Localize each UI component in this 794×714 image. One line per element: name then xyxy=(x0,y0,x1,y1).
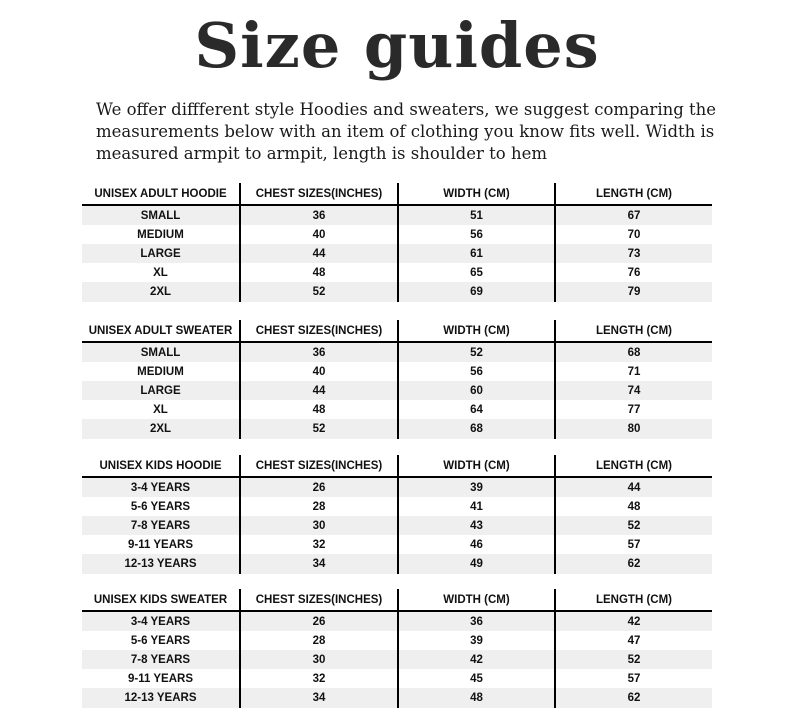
width-cell: 39 xyxy=(398,477,555,497)
header-chest: CHEST SIZES(INCHES) xyxy=(240,455,398,477)
size-cell: LARGE xyxy=(82,244,240,263)
intro-line: We offer diffferent style Hoodies and sweaters, we suggest comparing the xyxy=(96,100,717,119)
length-cell: 73 xyxy=(555,244,712,263)
table-row xyxy=(82,631,712,650)
size-cell: XL xyxy=(153,403,168,416)
length-cell: 80 xyxy=(555,419,712,439)
header-size: UNISEX KIDS HOODIE xyxy=(82,455,240,477)
intro-line: measured armpit to armpit, length is shoulder to hem xyxy=(96,144,547,163)
table-row xyxy=(82,516,712,535)
table-row xyxy=(82,477,712,497)
table-header-row xyxy=(82,455,712,477)
length-cell: 52 xyxy=(555,650,712,669)
width-cell: 65 xyxy=(398,263,555,282)
chest-cell: 28 xyxy=(240,497,398,516)
length-cell: 62 xyxy=(555,688,712,708)
chest-cell: 32 xyxy=(240,669,398,688)
length-cell: 57 xyxy=(555,669,712,688)
chest-cell: 32 xyxy=(240,535,398,554)
width-cell: 69 xyxy=(398,282,555,302)
size-cell: LARGE xyxy=(82,381,240,400)
length-cell: 52 xyxy=(555,516,712,535)
width-cell: 52 xyxy=(398,342,555,362)
chest-cell: 52 xyxy=(240,282,398,302)
intro-line: measurements below with an item of clothing you know fits well. Width is xyxy=(96,122,715,141)
length-cell: 77 xyxy=(555,400,712,419)
length-cell: 71 xyxy=(555,362,712,381)
table-header-row xyxy=(82,183,712,205)
size-table-adult-sweater xyxy=(82,320,712,439)
header-chest: CHEST SIZES(INCHES) xyxy=(240,183,398,205)
table-row xyxy=(82,263,712,282)
width-cell: 42 xyxy=(398,650,555,669)
table-row xyxy=(82,342,712,362)
table-row xyxy=(82,669,712,688)
page-title: Size guides xyxy=(194,9,600,82)
size-cell: 5-6 YEARS xyxy=(130,634,191,647)
length-cell: 68 xyxy=(555,342,712,362)
width-cell: 49 xyxy=(398,554,555,574)
width-cell: 46 xyxy=(398,535,555,554)
table-row xyxy=(82,535,712,554)
width-cell: 39 xyxy=(398,631,555,650)
size-table-adult-hoodie xyxy=(82,183,712,302)
header-length: LENGTH (CM) xyxy=(555,320,712,342)
size-table-kids-sweater xyxy=(82,589,712,708)
chest-cell: 34 xyxy=(240,554,398,574)
size-cell: SMALL xyxy=(82,205,240,225)
size-cell: 9-11 YEARS xyxy=(128,538,193,551)
table-row xyxy=(82,419,712,439)
chest-cell: 28 xyxy=(240,631,398,650)
size-cell: MEDIUM xyxy=(137,365,184,378)
length-cell: 79 xyxy=(555,282,712,302)
table-header-row xyxy=(82,589,712,611)
width-cell: 48 xyxy=(398,688,555,708)
table-row xyxy=(82,381,712,400)
header-width: WIDTH (CM) xyxy=(398,455,555,477)
width-cell: 56 xyxy=(398,225,555,244)
table-header-row xyxy=(82,320,712,342)
table-row xyxy=(82,205,712,225)
length-cell: 44 xyxy=(555,477,712,497)
chest-cell: 36 xyxy=(240,342,398,362)
length-cell: 76 xyxy=(555,263,712,282)
width-cell: 43 xyxy=(398,516,555,535)
header-chest: CHEST SIZES(INCHES) xyxy=(240,589,398,611)
chest-cell: 26 xyxy=(240,477,398,497)
length-cell: 48 xyxy=(555,497,712,516)
size-table-kids-hoodie xyxy=(82,455,712,574)
header-chest: CHEST SIZES(INCHES) xyxy=(240,320,398,342)
chest-cell: 52 xyxy=(240,419,398,439)
size-cell: MEDIUM xyxy=(137,228,184,241)
width-cell: 36 xyxy=(398,611,555,631)
chest-cell: 30 xyxy=(240,650,398,669)
chest-cell: 30 xyxy=(240,516,398,535)
width-cell: 41 xyxy=(398,497,555,516)
width-cell: 60 xyxy=(398,381,555,400)
chest-cell: 48 xyxy=(240,400,398,419)
table-row xyxy=(82,554,712,574)
length-cell: 67 xyxy=(555,205,712,225)
chest-cell: 44 xyxy=(240,381,398,400)
size-cell: 7-8 YEARS xyxy=(82,650,240,669)
table-row xyxy=(82,282,712,302)
length-cell: 47 xyxy=(555,631,712,650)
width-cell: 64 xyxy=(398,400,555,419)
size-cell: 12-13 YEARS xyxy=(82,554,240,574)
length-cell: 42 xyxy=(555,611,712,631)
size-cell: 12-13 YEARS xyxy=(82,688,240,708)
size-cell: XL xyxy=(153,266,168,279)
chest-cell: 36 xyxy=(240,205,398,225)
width-cell: 45 xyxy=(398,669,555,688)
size-cell: 9-11 YEARS xyxy=(128,672,193,685)
header-size: UNISEX ADULT SWEATER xyxy=(82,320,240,342)
width-cell: 68 xyxy=(398,419,555,439)
header-size: UNISEX KIDS SWEATER xyxy=(82,589,240,611)
chest-cell: 40 xyxy=(240,225,398,244)
header-width: WIDTH (CM) xyxy=(398,320,555,342)
table-row xyxy=(82,611,712,631)
table-row xyxy=(82,650,712,669)
length-cell: 62 xyxy=(555,554,712,574)
table-row xyxy=(82,244,712,263)
size-cell: 3-4 YEARS xyxy=(82,611,240,631)
chest-cell: 26 xyxy=(240,611,398,631)
chest-cell: 48 xyxy=(240,263,398,282)
size-cell: 2XL xyxy=(82,419,240,439)
width-cell: 61 xyxy=(398,244,555,263)
length-cell: 57 xyxy=(555,535,712,554)
table-row xyxy=(82,688,712,708)
header-width: WIDTH (CM) xyxy=(398,183,555,205)
size-cell: 7-8 YEARS xyxy=(82,516,240,535)
chest-cell: 44 xyxy=(240,244,398,263)
header-length: LENGTH (CM) xyxy=(555,183,712,205)
header-size: UNISEX ADULT HOODIE xyxy=(82,183,240,205)
size-cell: 3-4 YEARS xyxy=(82,477,240,497)
width-cell: 56 xyxy=(398,362,555,381)
table-row xyxy=(82,400,712,419)
length-cell: 74 xyxy=(555,381,712,400)
width-cell: 51 xyxy=(398,205,555,225)
header-width: WIDTH (CM) xyxy=(398,589,555,611)
chest-cell: 40 xyxy=(240,362,398,381)
length-cell: 70 xyxy=(555,225,712,244)
chest-cell: 34 xyxy=(240,688,398,708)
table-row xyxy=(82,362,712,381)
intro-paragraph xyxy=(96,99,736,165)
size-cell: 5-6 YEARS xyxy=(130,500,191,513)
size-cell: SMALL xyxy=(82,342,240,362)
size-cell: 2XL xyxy=(82,282,240,302)
header-length: LENGTH (CM) xyxy=(555,589,712,611)
header-length: LENGTH (CM) xyxy=(555,455,712,477)
table-row xyxy=(82,497,712,516)
table-row xyxy=(82,225,712,244)
